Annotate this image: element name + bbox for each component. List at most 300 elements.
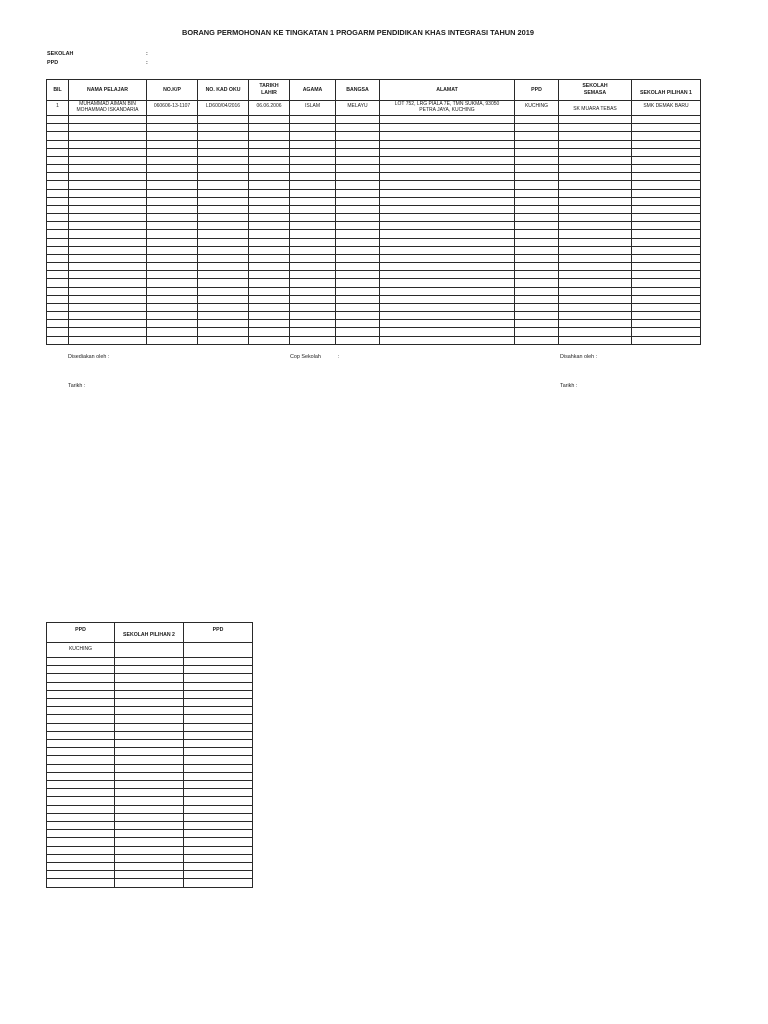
table-cell [115,846,184,854]
table-cell [290,246,336,254]
table-cell [515,148,559,156]
table-row [47,230,701,238]
table-cell [69,303,147,311]
table-cell [198,230,249,238]
cell-tarikh-lahir: 06.06.2006 [249,101,290,116]
table-cell [115,707,184,715]
table-cell [559,222,632,230]
table-cell [198,287,249,295]
table-cell [632,205,701,213]
table-cell [69,263,147,271]
table-cell [115,805,184,813]
table-row [47,740,253,748]
header-sekolah-semasa: SEKOLAH SEMASA [582,83,608,96]
table-cell [184,707,253,715]
table-row [47,674,253,682]
table-cell [47,148,69,156]
table-cell [336,156,380,164]
table-row [47,789,253,797]
table-cell [69,116,147,124]
table-cell [249,271,290,279]
table-cell [115,830,184,838]
table-cell [380,222,515,230]
table-row [47,871,253,879]
table-cell [249,263,290,271]
table-cell [147,320,198,328]
table-cell [249,205,290,213]
table-cell [336,336,380,344]
table-cell [559,279,632,287]
table-cell [115,838,184,846]
table-cell [559,246,632,254]
table-cell [184,830,253,838]
cell-agama: ISLAM [290,101,336,116]
table-cell [47,658,115,666]
table-cell [47,132,69,140]
header-tarikh-lahir: TARIKH LAHIR [259,83,279,96]
table-cell [290,263,336,271]
table-cell [147,295,198,303]
table-cell [380,336,515,344]
table-cell [380,156,515,164]
table-cell [380,116,515,124]
table-cell [69,222,147,230]
table-cell [184,674,253,682]
disahkan-label: Disahkan oleh : [560,354,598,360]
table-cell [47,830,115,838]
table-cell [249,156,290,164]
table-cell [147,116,198,124]
table-cell [198,295,249,303]
table-cell [69,205,147,213]
cell2-ppd-2 [184,643,253,658]
table-cell [47,764,115,772]
table-cell [184,682,253,690]
table-cell [249,189,290,197]
table-cell [47,854,115,862]
table-cell [249,238,290,246]
table-row [47,879,253,887]
table-cell [198,271,249,279]
table-cell [515,271,559,279]
table-cell [47,254,69,262]
table-cell [47,666,115,674]
table-cell [115,813,184,821]
table-cell [380,238,515,246]
table-cell [249,181,290,189]
table-cell [515,140,559,148]
table-cell [115,764,184,772]
table-cell [198,238,249,246]
table-row [47,181,701,189]
table-cell [380,303,515,311]
cell-sekolah-pilihan-1: SMK DEMAK BARU [632,101,701,116]
table-cell [184,863,253,871]
table-cell [632,263,701,271]
table-cell [336,287,380,295]
table-row [47,205,701,213]
table-cell [69,287,147,295]
table-cell [47,222,69,230]
cell-ppd: KUCHING [515,101,559,116]
table-row [47,699,253,707]
table-cell [559,181,632,189]
table-cell [184,756,253,764]
table-cell [632,148,701,156]
table-cell [184,666,253,674]
table-cell [632,214,701,222]
table-cell [147,222,198,230]
header-bil: BIL [47,80,69,101]
table-cell [147,181,198,189]
table-cell [380,328,515,336]
table-cell [147,238,198,246]
table-row [47,690,253,698]
table-cell [198,222,249,230]
table-row [47,295,701,303]
table-cell [184,879,253,887]
school-choice-2-table [46,622,253,888]
table-cell [632,320,701,328]
cell-bangsa: MELAYU [336,101,380,116]
table-cell [115,666,184,674]
table-cell [336,263,380,271]
table-cell [380,197,515,205]
table-row [47,658,253,666]
table-cell [336,116,380,124]
table-cell [47,707,115,715]
table-cell [184,764,253,772]
table-cell [47,723,115,731]
table-header-row [47,80,701,101]
cell-alamat-wrapper [380,101,515,116]
table-cell [47,797,115,805]
table-row [47,279,701,287]
table-cell [336,214,380,222]
table-row [47,148,701,156]
table-cell [147,328,198,336]
table-cell [184,838,253,846]
table-cell [198,140,249,148]
cell-bil: 1 [47,101,69,116]
header2-ppd-2: PPD [184,623,253,643]
table-cell [47,140,69,148]
table-row [47,863,253,871]
table-cell [184,699,253,707]
table-cell [69,271,147,279]
table-cell [336,254,380,262]
table-cell [290,116,336,124]
table-cell [198,205,249,213]
table-row [47,707,253,715]
table-cell [47,731,115,739]
table-cell [47,863,115,871]
table-cell [115,723,184,731]
table-cell [559,205,632,213]
table-cell [198,132,249,140]
table-cell [147,214,198,222]
table-cell [559,328,632,336]
table-cell [249,214,290,222]
table-cell [380,205,515,213]
table-cell [515,181,559,189]
table-cell [380,189,515,197]
table-cell [47,230,69,238]
table-cell [47,246,69,254]
table-cell [249,320,290,328]
table-cell [336,246,380,254]
table-row [47,101,701,116]
table-cell [336,222,380,230]
table-cell [632,295,701,303]
table-cell [47,756,115,764]
table-cell [336,279,380,287]
table-row [47,830,253,838]
table-cell [559,189,632,197]
table-cell [380,173,515,181]
table-cell [198,303,249,311]
table-row [47,189,701,197]
table-cell [47,287,69,295]
cop-sekolah-colon: : [338,354,340,360]
table-cell [198,116,249,124]
table-row [47,214,701,222]
table-cell [515,230,559,238]
table-cell [249,165,290,173]
table-row [47,666,253,674]
table-cell [47,214,69,222]
table-cell [47,805,115,813]
table-cell [115,879,184,887]
table-cell [290,312,336,320]
table-cell [47,116,69,124]
table-cell [515,312,559,320]
table-cell [47,838,115,846]
table-cell [559,254,632,262]
table-cell [290,287,336,295]
table-cell [290,140,336,148]
table-cell [559,336,632,344]
table-cell [380,263,515,271]
table-cell [632,238,701,246]
table-cell [69,173,147,181]
table-cell [115,699,184,707]
table-cell [336,124,380,132]
table-cell [249,246,290,254]
table-cell [147,156,198,164]
table-cell [47,772,115,780]
table-cell [632,254,701,262]
table-header-row [47,623,253,643]
table-cell [115,863,184,871]
table-cell [380,148,515,156]
table-cell [632,336,701,344]
table-cell [559,312,632,320]
table-cell [198,197,249,205]
table-cell [515,328,559,336]
table-cell [69,140,147,148]
sekolah-colon: : [146,51,148,57]
table-cell [47,279,69,287]
header-sekolah-pilihan-1: SEKOLAH PILIHAN 1 [632,80,701,101]
table-cell [184,740,253,748]
table-cell [380,214,515,222]
table-cell [380,124,515,132]
table-cell [184,871,253,879]
table-cell [632,124,701,132]
table-row [47,756,253,764]
table-cell [336,132,380,140]
table-cell [336,205,380,213]
table-cell [198,173,249,181]
table-cell [336,295,380,303]
header2-sekolah-pilihan-2: SEKOLAH PILIHAN 2 [115,623,184,643]
table-cell [198,328,249,336]
table-cell [336,230,380,238]
table-cell [184,658,253,666]
table-cell [184,781,253,789]
table-cell [147,263,198,271]
table-cell [47,295,69,303]
table-row [47,748,253,756]
ppd-colon: : [146,60,148,66]
disediakan-label: Disediakan oleh : [68,354,110,360]
table-cell [147,303,198,311]
table-cell [115,690,184,698]
table-cell [115,715,184,723]
table-row [47,116,701,124]
table-cell [198,148,249,156]
table-cell [47,879,115,887]
table-cell [290,328,336,336]
tarikh-right-label: Tarikh : [560,383,578,389]
table-cell [290,254,336,262]
table-cell [290,189,336,197]
table-cell [184,805,253,813]
table-cell [147,336,198,344]
table-cell [249,254,290,262]
table-row [47,764,253,772]
table-cell [380,287,515,295]
table-cell [290,205,336,213]
table-cell [147,189,198,197]
table-cell [198,254,249,262]
table-cell [290,303,336,311]
table-cell [184,789,253,797]
cell2-ppd: KUCHING [47,643,115,658]
table-cell [249,328,290,336]
table-cell [69,181,147,189]
table-cell [559,263,632,271]
table-cell [69,238,147,246]
table-cell [515,287,559,295]
table-cell [632,181,701,189]
table-cell [47,740,115,748]
table-cell [559,214,632,222]
table-cell [290,271,336,279]
table-cell [69,295,147,303]
table-cell [515,132,559,140]
cell-no-kad-oku: LD600/04/2016 [198,101,249,116]
table-cell [559,320,632,328]
table-cell [336,189,380,197]
table-cell [198,263,249,271]
table-cell [69,246,147,254]
table-cell [249,279,290,287]
table-cell [147,124,198,132]
table-row [47,723,253,731]
table-row [47,124,701,132]
cell-no-kp: 060606-13-1107 [147,101,198,116]
table-row [47,156,701,164]
table-cell [336,165,380,173]
table-cell [515,214,559,222]
table-cell [198,312,249,320]
table-cell [69,189,147,197]
table-cell [147,148,198,156]
table-cell [184,731,253,739]
table-cell [198,320,249,328]
table-cell [47,124,69,132]
table-cell [515,336,559,344]
table-cell [380,271,515,279]
table-cell [198,124,249,132]
table-cell [47,789,115,797]
table-cell [380,181,515,189]
table-cell [515,222,559,230]
table-row [47,287,701,295]
table-cell [559,156,632,164]
table-cell [69,254,147,262]
table-cell [290,124,336,132]
table-cell [632,230,701,238]
table-cell [249,312,290,320]
table-row [47,731,253,739]
table-cell [290,181,336,189]
table-cell [184,797,253,805]
table-cell [336,140,380,148]
table-row [47,140,701,148]
table-cell [515,263,559,271]
table-cell [632,156,701,164]
table-cell [47,189,69,197]
table-cell [184,690,253,698]
cell2-sekolah-pilihan-2 [115,643,184,658]
table-row [47,263,701,271]
table-cell [147,132,198,140]
table-cell [115,658,184,666]
table-cell [559,173,632,181]
table-row [47,222,701,230]
table-cell [336,148,380,156]
table-cell [515,124,559,132]
table-cell [249,132,290,140]
table-cell [380,246,515,254]
table-row [47,238,701,246]
table-cell [290,295,336,303]
table-cell [290,238,336,246]
table-cell [290,279,336,287]
table-cell [147,165,198,173]
table-row [47,246,701,254]
table-cell [559,148,632,156]
table-cell [47,263,69,271]
table-cell [147,246,198,254]
table-row [47,781,253,789]
table-cell [147,312,198,320]
table-cell [69,156,147,164]
table-cell [559,165,632,173]
